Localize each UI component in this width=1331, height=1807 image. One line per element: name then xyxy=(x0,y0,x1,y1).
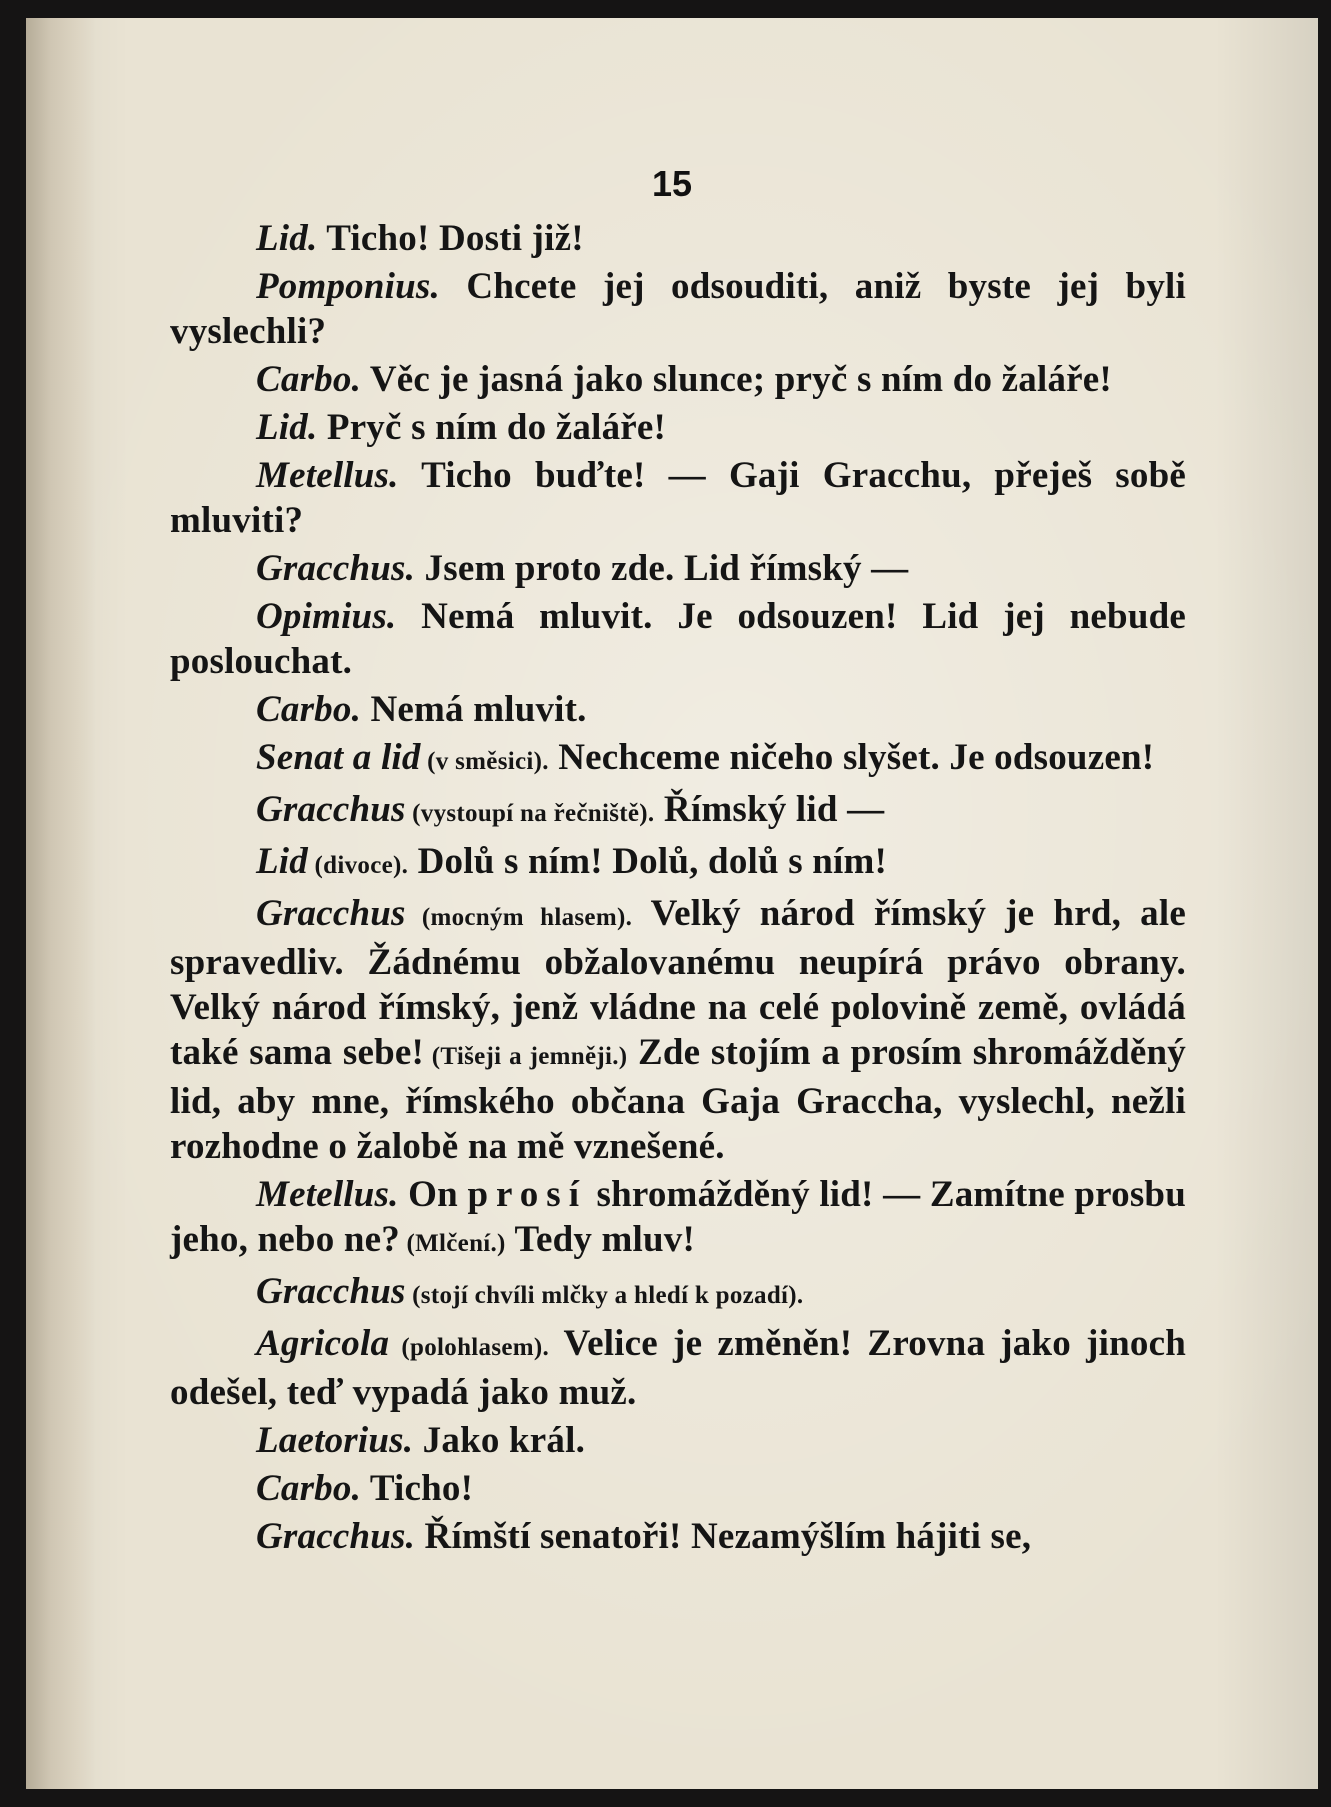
dialogue-line xyxy=(170,1466,1186,1511)
speaker-name: Lid xyxy=(256,841,308,882)
play-text xyxy=(170,216,1186,1562)
speaker-name: Agricola xyxy=(256,1323,390,1364)
dialogue-line xyxy=(170,1514,1186,1559)
dialogue-line xyxy=(170,1418,1186,1463)
dialogue-line xyxy=(170,891,1186,1169)
dialogue-line xyxy=(170,546,1186,591)
speaker-name: Carbo. xyxy=(256,359,362,400)
stage-direction: (Tišeji a jemněji.) xyxy=(424,1043,628,1070)
speaker-name: Opimius. xyxy=(256,596,397,637)
dialogue-line xyxy=(170,594,1186,684)
speech-text: Velice je změněn! Zrovna jako jinoch odešel, teď vypadá jako muž. xyxy=(170,1323,1187,1413)
book-gutter-shadow xyxy=(26,18,96,1789)
dialogue-line xyxy=(170,405,1186,450)
speech-text: Římští senatoři! Nezamýšlím hájiti se, xyxy=(415,1516,1032,1557)
speech-text: Ticho! Dosti již! xyxy=(317,218,584,259)
speaker-name: Gracchus xyxy=(256,893,406,934)
stage-direction: (stojí chvíli mlčky a hledí k pozadí). xyxy=(405,1282,804,1309)
speech-text: Tedy mluv! xyxy=(505,1219,696,1260)
dialogue-line xyxy=(170,787,1186,836)
speech-text: On xyxy=(398,1174,468,1215)
dialogue-line xyxy=(170,264,1186,354)
paper-page xyxy=(26,18,1318,1789)
speaker-name: Carbo. xyxy=(256,689,362,730)
dialogue-line xyxy=(170,453,1186,543)
stage-direction: (polohlasem). xyxy=(389,1334,550,1361)
stage-direction: (divoce). xyxy=(307,852,409,879)
speaker-name: Metellus. xyxy=(256,1174,399,1215)
speech-text: Zde stojím a prosím shromážděný lid, aby mne, římského občana Gaja Graccha, vyslechl, nežli rozhodne o žalobě na mě vznešené. xyxy=(170,1032,1187,1167)
dialogue-line xyxy=(170,1269,1186,1318)
speech-text: Pryč s ním do žaláře! xyxy=(317,407,667,448)
dialogue-line xyxy=(170,216,1186,261)
speaker-name: Metellus. xyxy=(256,455,399,496)
speaker-name: Gracchus. xyxy=(256,1516,416,1557)
speech-text: Velký národ římský je hrd, ale spravedliv. Žádnému obžalovanému neupírá právo obrany. Velký národ římský, jenž vládne na celé polovině země, ovládá také sama sebe! xyxy=(170,893,1186,1073)
stage-direction: (Mlčení.) xyxy=(399,1230,506,1257)
speech-text: Ticho buďte! — Gaji Gracchu, přeješ sobě mluviti? xyxy=(170,455,1186,541)
speech-text: Chcete jej odsouditi, aniž byste jej byli vyslechli? xyxy=(170,266,1186,352)
dialogue-line xyxy=(170,735,1186,784)
speaker-name: Gracchus. xyxy=(256,548,416,589)
speech-text: Nemá mluvit. Je odsouzen! Lid jej nebude poslouchat. xyxy=(170,596,1186,682)
speech-text: Římský lid — xyxy=(654,789,885,830)
dialogue-line xyxy=(170,357,1186,402)
dialogue-line xyxy=(170,839,1186,888)
speaker-name: Senat a lid xyxy=(256,737,421,778)
speech-text: Nechceme ničeho slyšet. Je odsouzen! xyxy=(548,737,1155,778)
stage-direction: (vystoupí na řečniště). xyxy=(405,800,655,827)
stage-direction: (mocným hlasem). xyxy=(405,904,633,931)
speech-text: Jako král. xyxy=(413,1420,586,1461)
speaker-name: Gracchus xyxy=(256,789,406,830)
speech-text: Jsem proto zde. Lid římský — xyxy=(415,548,909,589)
dialogue-line xyxy=(170,1321,1186,1415)
speech-text: Ticho! xyxy=(361,1468,474,1509)
speaker-name: Laetorius. xyxy=(256,1420,414,1461)
speaker-name: Lid. xyxy=(256,218,318,259)
page-number: 15 xyxy=(651,163,693,204)
speaker-name: Lid. xyxy=(256,407,318,448)
speech-text: Nemá mluvit. xyxy=(361,689,587,730)
speaker-name: Carbo. xyxy=(256,1468,362,1509)
speech-text: Věc je jasná jako slunce; pryč s ním do žaláře! xyxy=(361,359,1112,400)
emphasized-word: prosí xyxy=(467,1174,587,1215)
dialogue-line xyxy=(170,687,1186,732)
speech-text: Dolů s ním! Dolů, dolů s ním! xyxy=(408,841,888,882)
dialogue-line xyxy=(170,1172,1186,1266)
speech-text: shromážděný lid! — Zamítne prosbu jeho, nebo ne? xyxy=(170,1174,1186,1260)
speaker-name: Gracchus xyxy=(256,1271,406,1312)
stage-direction: (v směsici). xyxy=(420,748,549,775)
speaker-name: Pomponius. xyxy=(256,266,440,307)
